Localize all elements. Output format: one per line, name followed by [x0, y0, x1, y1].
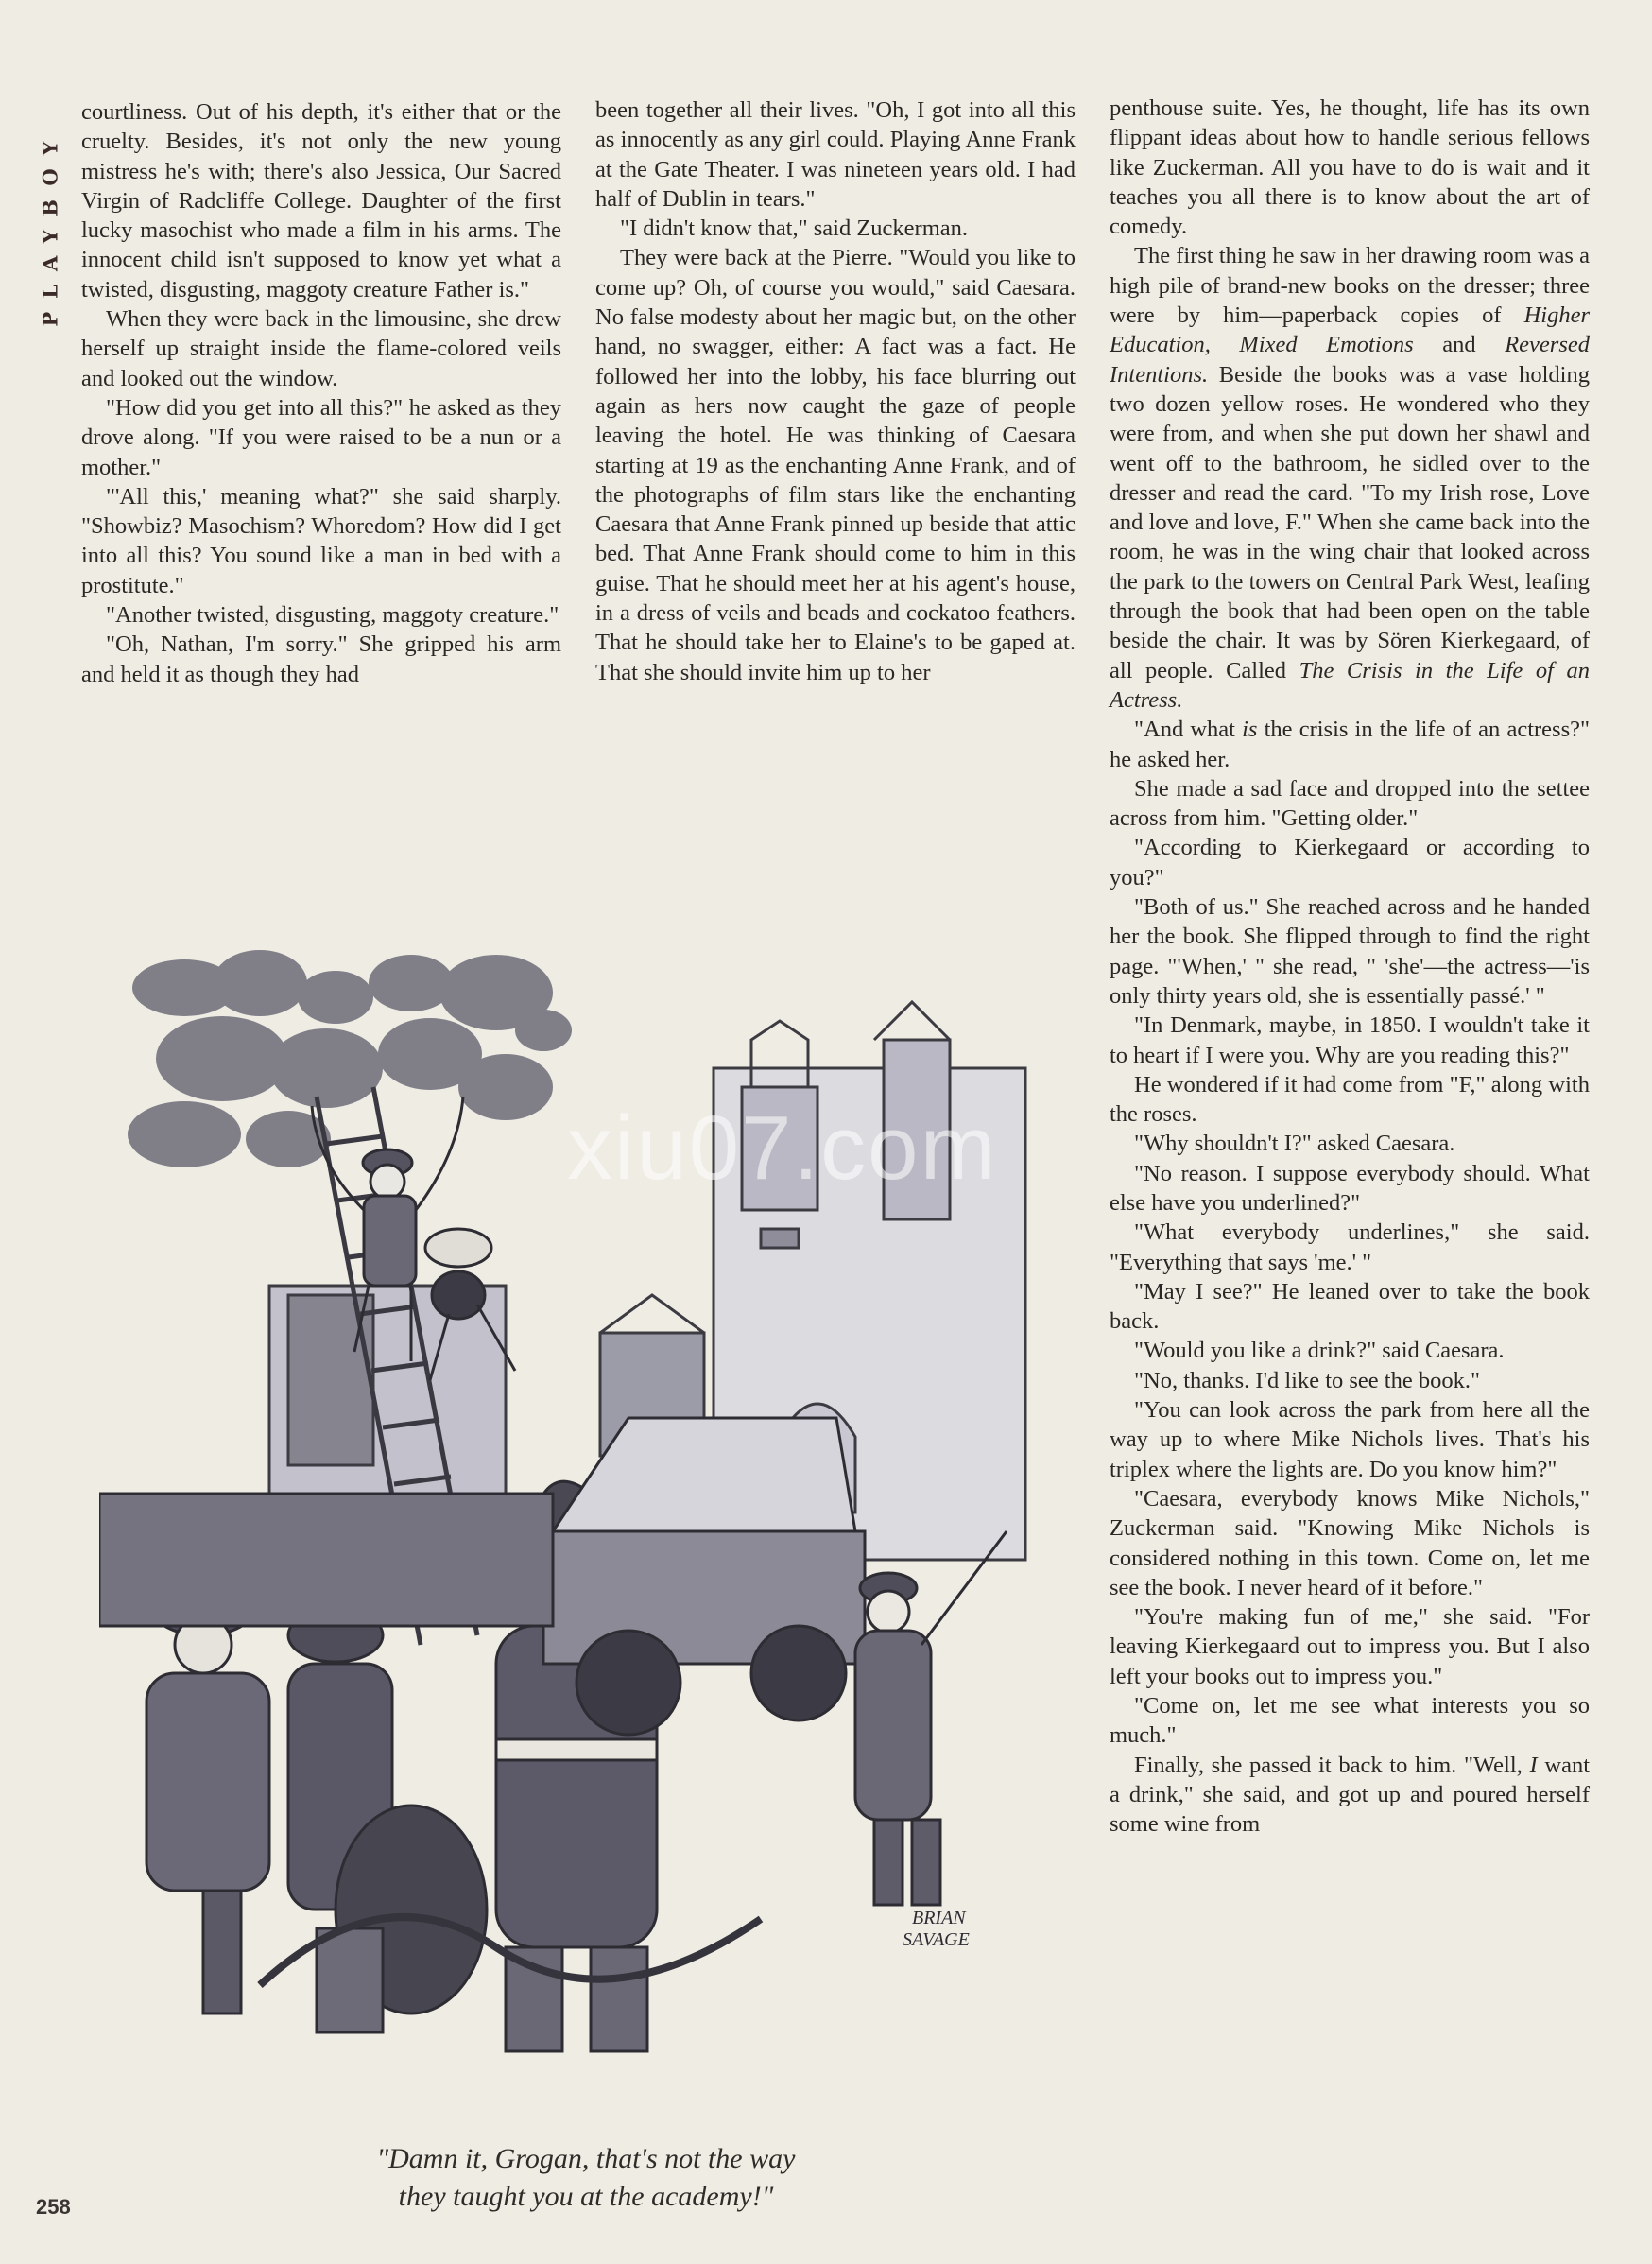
- paragraph-text: The first thing he saw in her drawing room was a high pile of brand-new books on the dresser; three were by him—paperback copies of: [1110, 243, 1590, 329]
- paragraph: [1110, 892, 1590, 1011]
- paragraph-text: the crisis in the life of an actress?" he asked her.: [1110, 717, 1590, 772]
- caption-line-1: "Damn it, Grogan, that's not the way: [376, 2143, 796, 2174]
- paragraph-text: "Both of us." She reached across and he handed her the book. She flipped through to find the right page. "'When,' " she read, " 'she'—the actress—'is only thirty years old, she is essentially passé.' ": [1110, 894, 1590, 1009]
- paragraph-text: He wondered if it had come from "F," along with the roses.: [1110, 1071, 1590, 1128]
- paragraph: [1110, 1366, 1590, 1395]
- paragraph-text: "According to Kierkegaard or according to you?": [1110, 835, 1590, 890]
- italic-title: Reversed Intentions.: [1110, 332, 1590, 388]
- paragraph: [1110, 241, 1590, 715]
- watermark-text: xiu07.com: [567, 1097, 998, 1199]
- paragraph-text: "No, thanks. I'd like to see the book.": [1134, 1367, 1480, 1393]
- text-column-1: [81, 97, 561, 689]
- firefighter-with-axe: [855, 1531, 1007, 1905]
- paragraph-text: When they were back in the limousine, she drew herself up straight inside the flame-colored veils and looked out the window.: [81, 306, 561, 391]
- paragraph: [1110, 1277, 1590, 1337]
- paragraph-text: Finally, she passed it back to him. "Well,: [1134, 1752, 1530, 1778]
- paragraph-text: been together all their lives. "Oh, I got into all this as innocently as any girl could. Playing Anne Frank at the Gate Theater. I was nineteen years old. I had half of Dublin in tears.": [595, 97, 1076, 212]
- italic-title: I: [1529, 1752, 1538, 1778]
- paragraph-text: "Caesara, everybody knows Mike Nichols," Zuckerman said. "Knowing Mike Nichols is considered nothing in this town. Come on, let me see the book. I never heard of it before.": [1110, 1485, 1590, 1600]
- paragraph-text: "Another twisted, disgusting, maggoty creature.": [106, 602, 559, 629]
- paragraph-text: "In Denmark, maybe, in 1850. I wouldn't take it to heart if I were you. Why are you reading this?": [1110, 1012, 1590, 1068]
- paragraph-text: "Come on, let me see what interests you so much.": [1110, 1693, 1590, 1749]
- paragraph-text: penthouse suite. Yes, he thought, life has its own flippant ideas about how to handle serious fellows like Zuckerman. All you have to do is wait and it teaches you all there is to know about the art of comedy.: [1110, 95, 1590, 240]
- smoke-clouds: [128, 950, 572, 1167]
- paragraph: [1110, 1070, 1590, 1130]
- paragraph: [1110, 715, 1590, 774]
- paragraph: [1110, 1602, 1590, 1691]
- paragraph: [595, 214, 1076, 243]
- cartoon-caption: [274, 2140, 898, 2216]
- caption-line-2: they taught you at the academy!": [398, 2181, 774, 2212]
- text-column-3: [1110, 94, 1590, 1840]
- paragraph: [81, 393, 561, 482]
- paragraph: [1110, 1218, 1590, 1277]
- paragraph-text: "May I see?" He leaned over to take the book back.: [1110, 1278, 1590, 1335]
- paragraph-text: "I didn't know that," said Zuckerman.: [620, 216, 969, 242]
- paragraph-text: "Oh, Nathan, I'm sorry." She gripped his arm and held it as though they had: [81, 631, 561, 687]
- paragraph: [81, 630, 561, 689]
- paragraph-text: "What everybody underlines," she said. "Everything that says 'me.' ": [1110, 1219, 1590, 1275]
- paragraph-text: Beside the books was a vase holding two dozen yellow roses. He wondered who they were from, and when she put down her shawl and went off to the bathroom, he sidled over to the dresser and read the card. "To my Irish rose, Love and love and love, F." When she came back into the room, he was in the wing chair that looked across the park to the towers on Central Park West, leafing through the book that had been open on the table beside the chair. It was by Sören Kierkegaard, of all people. Called: [1110, 361, 1590, 683]
- paragraph-text: "How did you get into all this?" he asked as they drove along. "If you were raised to be a nun or a mother.": [81, 394, 561, 480]
- paragraph-text: "'All this,' meaning what?" she said sharply. "Showbiz? Masochism? Whoredom? How did I get into all this? You sound like a man in bed with a prostitute.": [81, 483, 561, 598]
- italic-title: is: [1242, 717, 1258, 743]
- paragraph-text: "You can look across the park from here all the way up to where Mike Nichols lives. That's his triplex where the lights are. Do you know him?": [1110, 1397, 1590, 1482]
- italic-title: The Crisis in the Life of an Actress.: [1110, 657, 1590, 713]
- paragraph: [595, 243, 1076, 686]
- paragraph: [1110, 1129, 1590, 1158]
- paragraph: [1110, 1751, 1590, 1840]
- cartoon-signature-line2: SAVAGE: [903, 1929, 970, 1950]
- cartoon-illustration: [99, 926, 1087, 2108]
- paragraph: [81, 600, 561, 630]
- paragraph-text: "Would you like a drink?" said Caesara.: [1134, 1338, 1505, 1364]
- text-column-2: [595, 95, 1076, 687]
- paragraph-text: She made a sad face and dropped into the settee across from him. "Getting older.": [1110, 775, 1590, 832]
- paragraph: [1110, 1395, 1590, 1484]
- paragraph-text: "No reason. I suppose everybody should. What else have you underlined?": [1110, 1160, 1590, 1216]
- paragraph-text: They were back at the Pierre. "Would you like to come up? Oh, of course you would," said Caesara. No false modesty about her magic but, on the other hand, no swagger, either: A fact was a fact. He followed her into the lobby, his face blurring out again as hers now caught the gaze of people leaving the hotel. He was thinking of Caesara starting at 19 as the enchanting Anne Frank, and of the photographs of film stars like the enchanting Caesara that Anne Frank pinned up beside that attic bed. That Anne Frank should come to him in this guise. That he should meet her at his agent's house, in a dress of veils and beads and cockatoo feathers. That he should take her to Elaine's to be gaped at. That she should invite him up to her: [595, 245, 1076, 685]
- paragraph: [1110, 1691, 1590, 1751]
- paragraph: [1110, 833, 1590, 892]
- paragraph-text: and: [1413, 332, 1506, 358]
- italic-title: Higher Education, Mixed Emotions: [1110, 302, 1590, 358]
- paragraph: [81, 304, 561, 393]
- paragraph: [1110, 1011, 1590, 1070]
- paragraph-text: want a drink," she said, and got up and poured herself some wine from: [1110, 1752, 1590, 1838]
- paragraph-text: "You're making fun of me," she said. "For leaving Kierkegaard out to impress you. But I also left your books out to impress you.": [1110, 1604, 1590, 1689]
- paragraph: [595, 95, 1076, 214]
- magazine-sidebar-logo: [36, 102, 64, 367]
- paragraph-text: "And what: [1134, 717, 1243, 743]
- paragraph: [81, 482, 561, 600]
- paragraph-text: "Why shouldn't I?" asked Caesara.: [1134, 1131, 1455, 1157]
- paragraph: [1110, 94, 1590, 241]
- paragraph-text: courtliness. Out of his depth, it's either that or the cruelty. Besides, it's not only the new young mistress he's with; there's also Jessica, Our Sacred Virgin of Radcliffe College. Daughter of the first lucky masochist who made a film in his arms. The innocent child isn't supposed to know yet what a twisted, disgusting, maggoty creature Father is.": [81, 99, 561, 302]
- paragraph: [1110, 1484, 1590, 1602]
- paragraph: [1110, 774, 1590, 834]
- page-number: 258: [36, 2195, 71, 2219]
- paragraph: [1110, 1159, 1590, 1218]
- cartoon-signature-line1: BRIAN: [912, 1908, 966, 1928]
- paragraph: [81, 97, 561, 304]
- paragraph: [1110, 1336, 1590, 1365]
- magazine-name: PLAYBOY: [38, 128, 62, 327]
